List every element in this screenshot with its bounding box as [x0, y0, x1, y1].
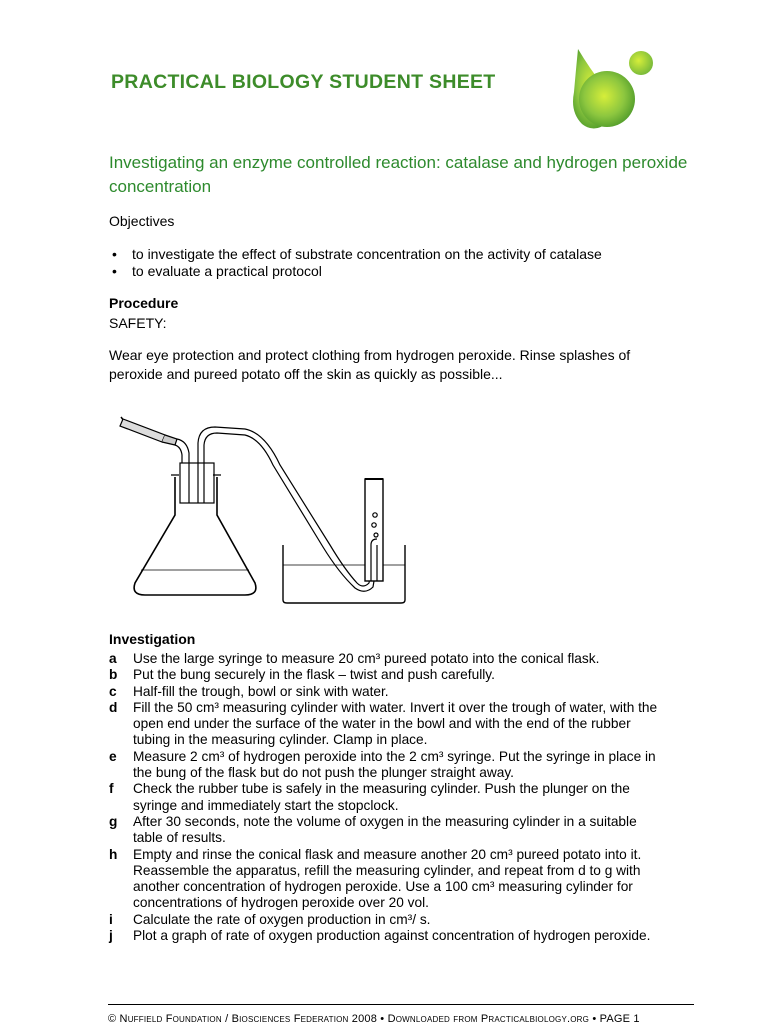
syringe-icon [120, 417, 189, 463]
step-item: f Check the rubber tube is safely in the measuring cylinder. Push the plunger on the syringe and immediately start the stopclock. [109, 781, 630, 813]
step-item: a Use the large syringe to measure 20 cm³ pureed potato into the conical flask. [109, 651, 600, 666]
objectives-label: Objectives [109, 213, 175, 229]
footer-divider [108, 1004, 694, 1005]
step-item: i Calculate the rate of oxygen production in cm³/ s. [109, 911, 431, 927]
investigation-steps [109, 651, 669, 944]
document-title: Investigating an enzyme controlled reaction: catalase and hydrogen peroxide concentration [109, 153, 688, 196]
investigation-heading: Investigation [109, 631, 196, 647]
procedure-heading: Procedure [109, 295, 179, 311]
step-item: c Half-fill the trough, bowl or sink with water. [109, 683, 389, 699]
green-leaf-droplet-logo-icon [570, 44, 660, 134]
step-item: b Put the bung securely in the flask – twist and push carefully. [109, 667, 495, 683]
step-item: h Empty and rinse the conical flask and measure another 20 cm³ pureed potato into it. Reassemble the apparatus, refill the measuring cylinder, and repeat from d to g with another concentration of hydrogen peroxide. Use a 100 cm³ measuring cylinder for concentrations of hydrogen peroxide over 20 vol. [109, 846, 642, 911]
step-item: g After 30 seconds, note the volume of oxygen in the measuring cylinder in a suitable table of results. [109, 813, 637, 846]
bullet-icon: • [112, 246, 117, 262]
bullet-icon: • [112, 263, 117, 279]
apparatus-diagram-icon [105, 405, 425, 615]
sheet-title: PRACTICAL BIOLOGY STUDENT SHEET [111, 71, 496, 93]
step-item: e Measure 2 cm³ of hydrogen peroxide into the 2 cm³ syringe. Put the syringe in place in the bung of the flask but do not push the plunger straight away. [109, 748, 656, 781]
objective-item: • to evaluate a practical protocol [112, 263, 322, 279]
step-item: d Fill the 50 cm³ measuring cylinder with water. Invert it over the trough of water, with the open end under the surface of the water in the bowl and with the end of the rubber tubing in the measuring cylinder. Clamp in place. [109, 699, 658, 748]
safety-text: Wear eye protection and protect clothing from hydrogen peroxide. Rinse splashes of peroxide and pureed potato off the skin as quickly as possible... [109, 347, 631, 382]
page-footer: © Nuffield Foundation / Biosciences Federation 2008 • Downloaded from Practicalbiology.org • PAGE 1 [108, 1013, 640, 1025]
objective-item: • to investigate the effect of substrate concentration on the activity of catalase [112, 246, 602, 262]
objectives-list [112, 246, 602, 280]
safety-label: SAFETY: [109, 315, 167, 331]
step-item: j Plot a graph of rate of oxygen production against concentration of hydrogen peroxide. [109, 928, 651, 944]
